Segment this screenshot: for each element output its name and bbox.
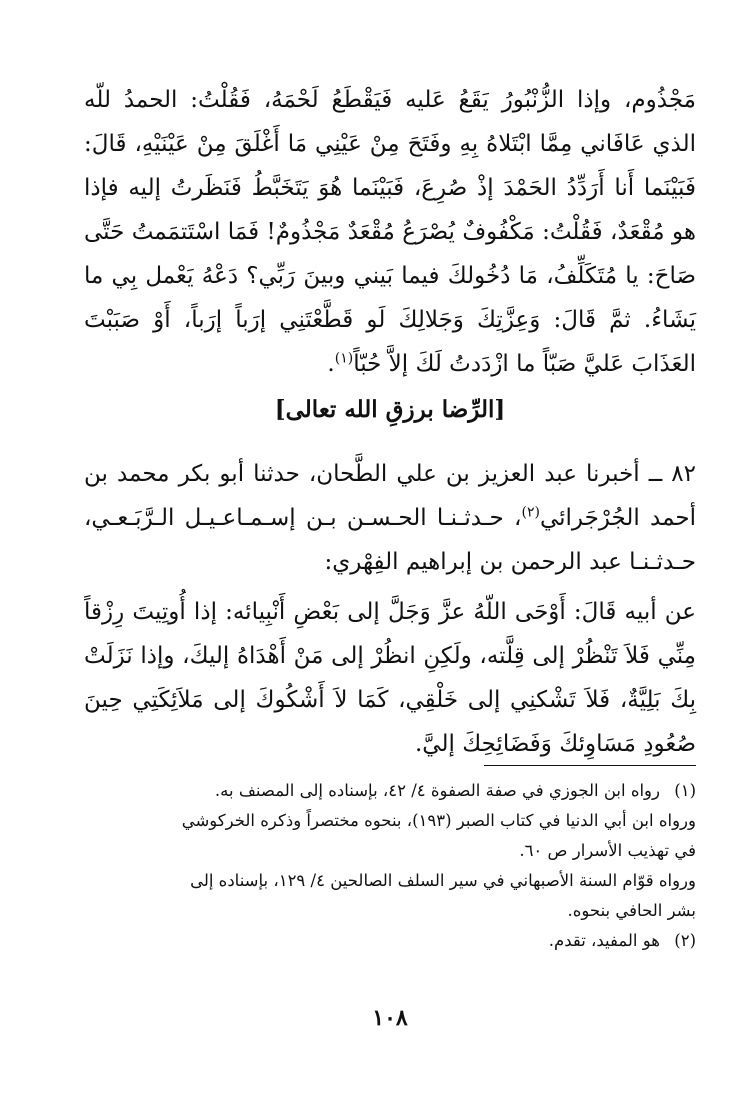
paragraph-2b-text: ، حـدثـنـا الحـسـن بـن إسـمـاعـيـل الـرَّبَـعـي، حـدثـنـا عبد الرحمن بن إبراهيم الفِهْري: [84,505,696,575]
footnote-number: (٢) [674,931,696,950]
paragraph-2a-text: ٨٢ ــ أخبرنا عبد العزيز بن علي الطَّحان، حدثنا أبو بكر محمد بن أحمد الجُرْجَرائي [84,461,696,531]
footnote-line [84,866,696,896]
footnote-divider [484,765,696,766]
paragraph-1-text: مَجْذُوم، وإذا الزُّنْبُورُ يَقَعُ عَليه فَيَقْطَعُ لَحْمَهُ، فَقُلْتُ: الحمدُ للّه الذي عَافَاني مِمَّا ابْتَلاهُ بِهِ وفَتَحَ مِنْ عَيْنِي مَا أَغْلَقَ مِنْ عَيْنَيْهِ، قَالَ: فَبَيْنَما أَنا أَرَدِّدُ الحَمْدَ إذْ صُرِعَ، فَبَيْنَما هُوَ يَتَخَبَّطُ فَنَظَرتُ إليه فإذا هو مُقْعَدٌ، فَقُلْتُ: مَكْفُوفٌ يُصْرَعُ مُقْعَدٌ مَجْذُومٌ! فَمَا اسْتَتمَمتُ حَتَّى صَاحَ: يا مُتَكَلِّفُ، مَا دُخُولكَ فيما بَيني وبينَ رَبِّي؟ دَعْهُ يَعْمل بِي ما يَشَاءُ. ثمَّ قَالَ: وَعِزَّتِكَ وَجَلالِكَ لَو قَطَّعْتَنِي إرَباً إرَباً، أَوْ صَبَبْتَ العَذَابَ عَليَّ صَبّاً ما ازْدَدتُ لَكَ إلاَّ حُبّاً [84,87,696,377]
footnote-number: (١) [674,781,696,800]
footnote-text: في تهذيب الأسرار ص ٦٠. [519,841,696,860]
footnote-line [84,896,696,926]
footnote-ref-1: (١) [334,350,354,367]
body-paragraph-3: عن أبيه قَالَ: أَوْحَى اللّهُ عزَّ وَجَلَّ إلى بَعْضِ أَنْبِيائه: إذا أُوتِيتَ رِزْقاً مِنِّي فَلاَ تَنْظُرْ إلى قِلَّته، ولَكِنِ انظُرْ إلى مَنْ أَهْدَاهُ إليكَ، وإذا نَزَلَتْ بِكَ بَلِيَّةٌ، فَلاَ تَشْكنِي إلى خَلْقِي، كَمَا لاَ أَشْكُوكَ إلى مَلاَئِكَتِي حِينَ صُعُودِ مَسَاوِئكَ وَفَضَائِحِكَ إليَّ. [84,599,696,757]
body-paragraph-2 [84,452,696,584]
footnote-text: رواه ابن الجوزي في صفة الصفوة ٤/ ٤٢، بإسناده إلى المصنف به. [214,781,660,800]
footnote-line [84,926,696,956]
footnote-text: ورواه ابن أبي الدنيا في كتاب الصبر (١٩٣)، بنحوه مختصراً وذكره الخركوشي [181,811,696,830]
body-paragraph-1 [84,78,696,386]
footnote-text: هو المفيد، تقدم. [548,931,660,950]
book-page [84,60,696,1050]
footnote-ref-2: (٢) [521,504,540,521]
footnote-line [84,776,696,806]
paragraph-1-end: . [327,351,335,377]
section-heading: [الرِّضا برزقِ الله تعالى] [274,396,506,423]
footnote-line [84,806,696,836]
footnote-text: ورواه قوّام السنة الأصبهاني في سير السلف الصالحين ٤/ ١٢٩، بإسناده إلى [190,871,696,890]
page-number: ١٠٨ [372,1005,408,1031]
footnote-line [84,836,696,866]
footnote-text: بشر الحافي بنحوه. [567,901,696,920]
